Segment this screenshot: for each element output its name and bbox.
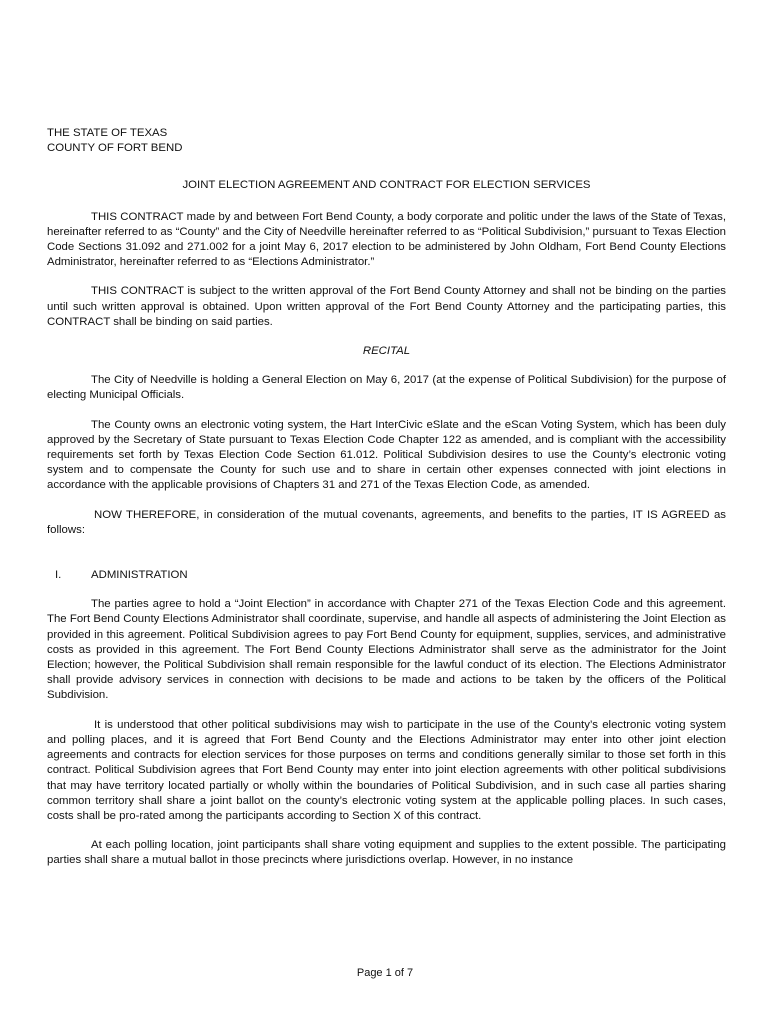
section-number: I. [55, 569, 62, 582]
paragraph-joint-election: The parties agree to hold a “Joint Election” in accordance with Chapter 271 of the Texas Election Code and this agreement. The Fort Bend County Elections Administrator shall coordinate, supervise, and handle all aspects of administering the Joint Election as provided in this agreement. Political Subdivision agrees to pay Fort Bend County for equipment, supplies, services, and administrative costs as provided in this agreement. The Fort Bend County Elections Administrator shall serve as the administrator for the Joint Election; however, the Political Subdivision shall remain responsible for the lawful conduct of its election. The Elections Administrator shall provide advisory services in connection with decisions to be made and actions to be taken by the officers of the Political Subdivision. [47, 598, 726, 702]
county-heading: COUNTY OF FORT BEND [47, 142, 183, 155]
paragraph-approval: THIS CONTRACT is subject to the written approval of the Fort Bend County Attorney and shall not be binding on the parties until such written approval is obtained. Upon written approval of the Fort Bend County Attorney and the participating parties, this CONTRACT shall be binding on said parties. [47, 285, 726, 328]
paragraph-contract-parties: THIS CONTRACT made by and between Fort Bend County, a body corporate and politic under the laws of the State of Texas, hereinafter referred to as “County” and the City of Needville hereinafter referred to as “Political Subdivision,” pursuant to Texas Election Code Sections 31.092 and 271.002 for a joint May 6, 2017 election to be administered by John Oldham, Fort Bend County Elections Administrator, hereinafter referred to as “Elections Administrator.” [47, 210, 726, 269]
section-title: ADMINISTRATION [91, 569, 188, 582]
document-body [47, 126, 726, 869]
section-heading-administration [47, 568, 726, 583]
paragraph-polling-locations: At each polling location, joint participants shall share voting equipment and supplies to the extent possible. The participating parties shall share a mutual ballot in those precincts where jurisdictions overlap. However, in no instance [47, 839, 726, 867]
paragraph-voting-system: The County owns an electronic voting system, the Hart InterCivic eSlate and the eScan Voting System, which has been duly approved by the Secretary of State pursuant to Texas Election Code Chapter 122 as amended, and is compliant with the accessibility requirements set forth by Texas Election Code Section 61.012. Political Subdivision desires to use the County’s electronic voting system and to compensate the County for such use and to share in certain other expenses connected with joint elections in accordance with the applicable provisions of Chapters 31 and 271 of the Texas Election Code, as amended. [47, 418, 726, 492]
page-number: Page 1 of 7 [356, 967, 414, 979]
paragraph-other-subdivisions: It is understood that other political subdivisions may wish to participate in the use of the County’s electronic voting system and polling places, and it is agreed that Fort Bend County and the Elections Administrator may enter into other joint election agreements and contracts for election services for those purposes on terms and conditions generally similar to those set forth in this contract. Political Subdivision agrees that Fort Bend County may enter into joint election agreements with other political subdivisions that may have territory located partially or wholly within the boundaries of Political Subdivision, and in such case all parties sharing common territory shall share a joint ballot on the county’s electronic voting system at the applicable polling places. In such cases, costs shall be pro-rated among the participants according to Section X of this contract. [47, 718, 726, 822]
paragraph-general-election: The City of Needville is holding a General Election on May 6, 2017 (at the expense of Political Subdivision) for the purpose of electing Municipal Officials. [47, 374, 726, 402]
paragraph-now-therefore: NOW THEREFORE, in consideration of the mutual covenants, agreements, and benefits to the parties, IT IS AGREED as follows: [47, 508, 726, 536]
document-title: JOINT ELECTION AGREEMENT AND CONTRACT FOR ELECTION SERVICES [182, 179, 591, 192]
state-heading: THE STATE OF TEXAS [47, 127, 168, 139]
recital-heading: RECITAL [362, 345, 411, 358]
